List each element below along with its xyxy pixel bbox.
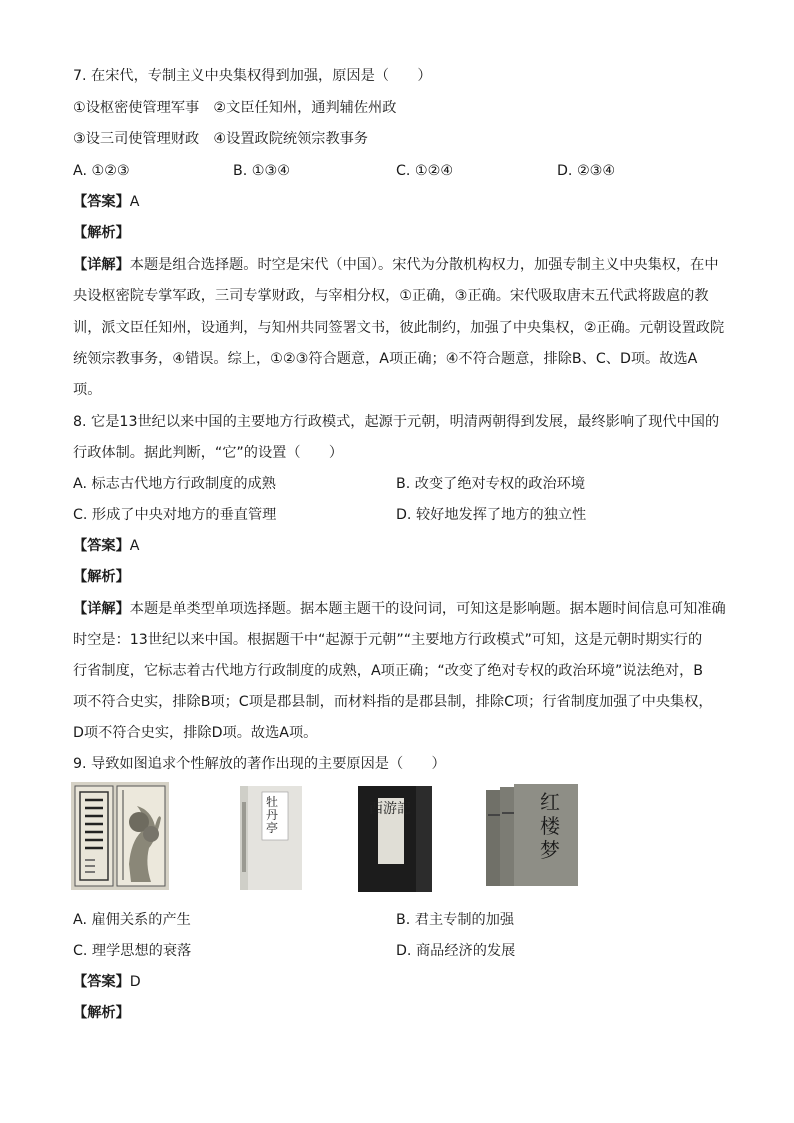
q9-option-a: A. 雇佣关系的产生 — [73, 912, 191, 928]
q9-option-d: D. 商品经济的发展 — [396, 943, 516, 959]
answer-value: A — [129, 194, 140, 210]
q7-detail-line2: 央设枢密院专掌军政，三司专掌财政，与宰相分权，①正确，③正确。宋代吸取唐末五代武将跋扈的教 — [73, 288, 709, 304]
detail-label: 【详解】 — [73, 601, 130, 617]
book-image-hongloumeng — [486, 784, 578, 886]
q7-analysis-label: 【解析】 — [73, 225, 130, 241]
q8-detail-line3: 行省制度，它标志着古代地方行政制度的成熟，A项正确；“改变了绝对专权的政治环境”说法绝对，B — [73, 663, 704, 679]
q8-answer — [73, 536, 139, 556]
answer-value: D — [129, 974, 141, 990]
q8-detail-line1 — [73, 599, 726, 619]
book-title-mudanting: 牡丹亭 — [266, 795, 279, 835]
q8-option-c: C. 形成了中央对地方的垂直管理 — [73, 507, 277, 523]
q9-answer — [73, 972, 141, 992]
answer-label: 【答案】 — [73, 974, 130, 990]
q8-option-b: B. 改变了绝对专权的政治环境 — [396, 476, 586, 492]
book-image-mudan-woodblock — [71, 782, 169, 890]
q8-analysis-label: 【解析】 — [73, 569, 130, 585]
q9-option-b: B. 君主专制的加强 — [396, 912, 515, 928]
q7-items-line2: ③设三司使管理财政 ④设置政院统领宗教事务 — [73, 131, 369, 147]
q7-answer — [73, 192, 139, 212]
q7-detail-line4: 统领宗教事务，④错误。综上，①②③符合题意，A项正确；④不符合题意，排除B、C、D项。故选A — [73, 351, 698, 367]
detail-label: 【详解】 — [73, 257, 130, 273]
q8-stem-line2: 行政体制。据此判断，“它”的设置（ ） — [73, 445, 344, 461]
q8-detail-line4: 项不符合史实，排除B项；C项是郡县制，而材料指的是郡县制，排除C项；行省制度加强了中央集权， — [73, 694, 713, 710]
q9-option-c: C. 理学思想的衰落 — [73, 943, 192, 959]
q7-detail-line3: 训，派文臣任知州，设通判，与知州共同签署文书，彼此制约，加强了中央集权，②正确。元朝设置政院 — [73, 320, 725, 336]
q8-detail-line2: 时空是：13世纪以来中国。根据题干中“起源于元朝”“主要地方行政模式”可知，这是元朝时期实行的 — [73, 632, 703, 648]
book-title-hongloumeng: 红楼梦 — [540, 790, 560, 862]
q7-option-c: C. ①②④ — [396, 163, 454, 179]
q7-items-line1: ①设枢密使管理军事 ②文臣任知州，通判辅佐州政 — [73, 100, 397, 116]
answer-label: 【答案】 — [73, 538, 130, 554]
q9-stem: 9. 导致如图追求个性解放的著作出现的主要原因是（ ） — [73, 756, 446, 772]
q8-detail-line5: D项不符合史实，排除D项。故选A项。 — [73, 725, 318, 741]
q7-detail-line1 — [73, 255, 719, 275]
q8-option-a: A. 标志古代地方行政制度的成熟 — [73, 476, 276, 492]
q7-option-b: B. ①③④ — [233, 163, 290, 179]
answer-value: A — [129, 538, 140, 554]
answer-label: 【答案】 — [73, 194, 130, 210]
detail-text: 本题是单类型单项选择题。据本题主题干的设问词，可知这是影响题。据本题时间信息可知准确 — [129, 601, 726, 617]
q7-option-a: A. ①②③ — [73, 163, 130, 179]
q7-stem: 7. 在宋代，专制主义中央集权得到加强，原因是（ ） — [73, 68, 432, 84]
q9-analysis-label: 【解析】 — [73, 1005, 130, 1021]
q8-stem-line1: 8. 它是13世纪以来中国的主要地方行政模式，起源于元朝，明清两朝得到发展，最终影响了现代中国的 — [73, 414, 720, 430]
q7-detail-line5: 项。 — [73, 382, 102, 398]
book-title-xiyouji: 西游記 — [369, 801, 411, 817]
q7-option-d: D. ②③④ — [557, 163, 616, 179]
q8-option-d: D. 较好地发挥了地方的独立性 — [396, 507, 587, 523]
detail-text: 本题是组合选择题。时空是宋代（中国）。宋代为分散机构权力，加强专制主义中央集权，在中 — [129, 257, 719, 273]
